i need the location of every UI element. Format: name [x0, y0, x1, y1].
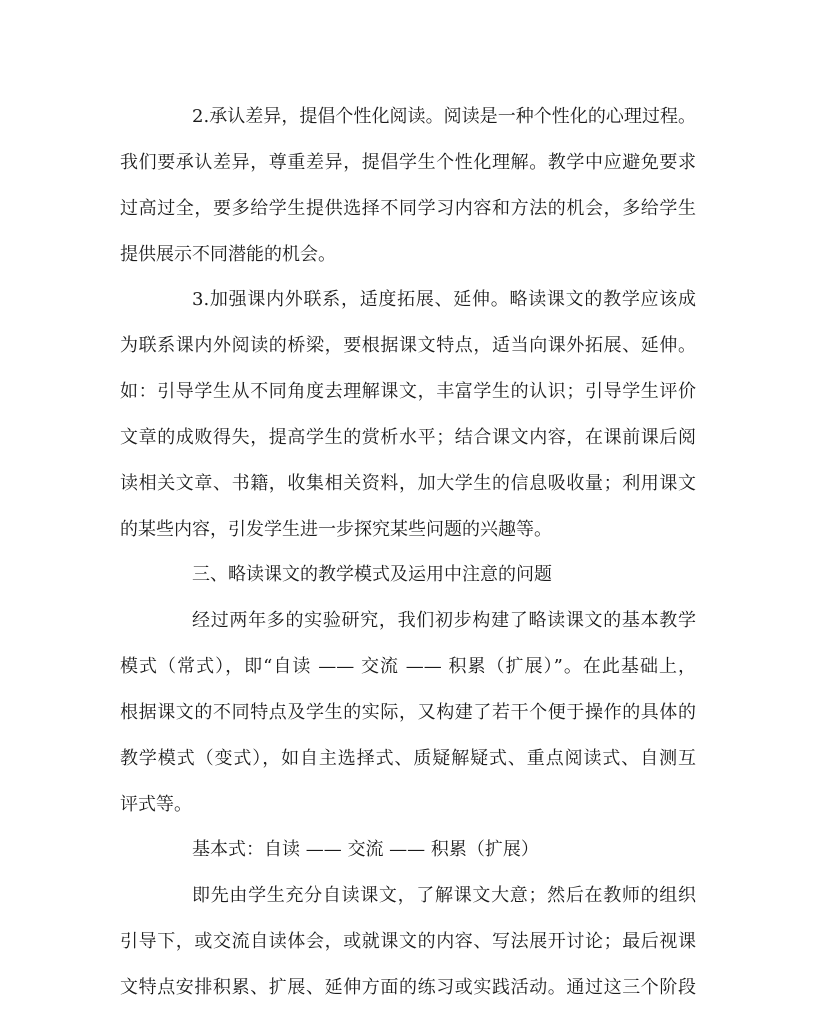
paragraph-2-line-2: 我们要承认差异，尊重差异，提倡学生个性化理解。教学中应避免要求	[120, 152, 696, 173]
paragraph-4-line-1: 经过两年多的实验研究，我们初步构建了略读课文的基本教学	[192, 610, 696, 631]
paragraph-2-line-3: 过高过全，要多给学生提供选择不同学习内容和方法的机会，多给学生	[120, 198, 696, 219]
paragraph-3-line-6: 的某些内容，引发学生进一步探究某些问题的兴趣等。	[120, 519, 552, 540]
paragraph-3-line-4: 文章的成败得失，提高学生的赏析水平；结合课文内容，在课前课后阅	[120, 427, 696, 448]
paragraph-3-line-2: 为联系课内外阅读的桥梁，要根据课文特点，适当向课外拓展、延伸。	[120, 335, 696, 356]
basic-mode-line: 基本式：自读 —— 交流 —— 积累（扩展）	[192, 839, 539, 860]
paragraph-2-line-4: 提供展示不同潜能的机会。	[120, 244, 336, 265]
paragraph-5-line-3: 文特点安排积累、扩展、延伸方面的练习或实践活动。通过这三个阶段	[120, 977, 696, 998]
paragraph-4-line-3: 根据课文的不同特点及学生的实际，又构建了若干个便于操作的具体的	[120, 702, 696, 723]
paragraph-4-line-4: 教学模式（变式），如自主选择式、质疑解疑式、重点阅读式、自测互	[120, 748, 696, 769]
paragraph-5-line-2: 引导下，或交流自读体会，或就课文的内容、写法展开讨论；最后视课	[120, 931, 696, 952]
paragraph-4-line-5: 评式等。	[120, 794, 192, 815]
paragraph-3-line-5: 读相关文章、书籍，收集相关资料，加大学生的信息吸收量；利用课文	[120, 473, 696, 494]
section-heading: 三、略读课文的教学模式及运用中注意的问题	[192, 564, 552, 585]
paragraph-5-line-1: 即先由学生充分自读课文，了解课文大意；然后在教师的组织	[192, 885, 696, 906]
paragraph-2-line-1: 2.承认差异，提倡个性化阅读。阅读是一种个性化的心理过程。	[192, 106, 696, 127]
paragraph-4-line-2: 模式（常式），即“自读 —— 交流 —— 积累（扩展）”。在此基础上，	[120, 656, 696, 677]
paragraph-3-line-1: 3.加强课内外联系，适度拓展、延伸。略读课文的教学应该成	[192, 289, 696, 310]
paragraph-3-line-3: 如：引导学生从不同角度去理解课文，丰富学生的认识；引导学生评价	[120, 381, 696, 402]
